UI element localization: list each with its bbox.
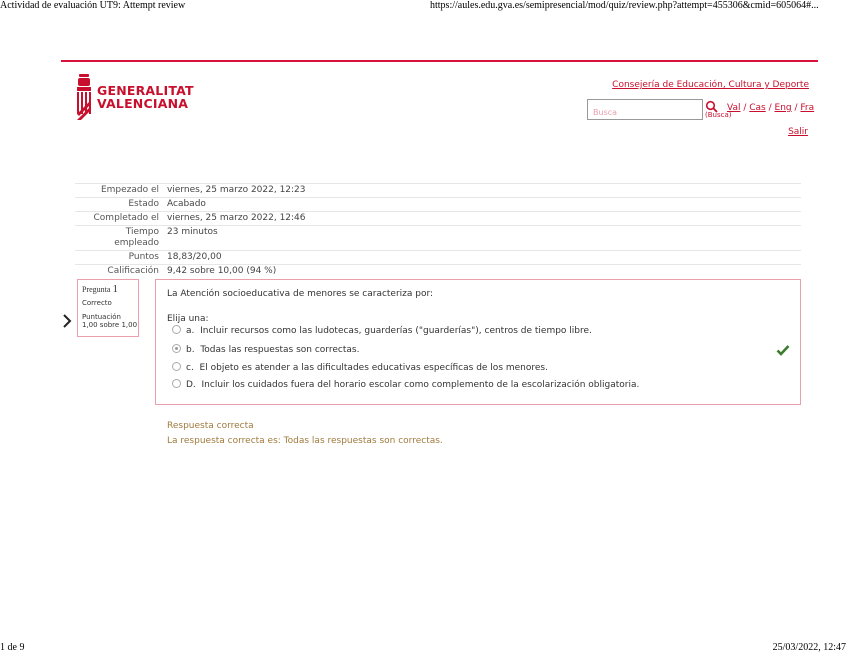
- question-number-label: Pregunta 1: [82, 283, 118, 295]
- print-page-number: 1 de 9: [0, 642, 25, 653]
- radio-button-selected[interactable]: [172, 344, 181, 353]
- summary-value: 9,42 sobre 10,00 (94 %): [163, 265, 801, 279]
- summary-key: Completado el: [75, 212, 163, 226]
- print-datetime: 25/03/2022, 12:47: [772, 642, 846, 653]
- radio-button[interactable]: [172, 325, 181, 334]
- search-box: [587, 99, 703, 120]
- lang-fra-link[interactable]: Fra: [800, 103, 815, 113]
- summary-key: Puntos: [75, 251, 163, 265]
- question-info-panel: [77, 279, 139, 337]
- answer-option-c[interactable]: c. El objeto es atender a las dificultades educativas específicas de los menores.: [172, 362, 548, 373]
- print-page-url: https://aules.edu.gva.es/semipresencial/mod/quiz/review.php?attempt=455306&cmid=605064#...: [430, 0, 819, 11]
- language-switcher: Val / Cas / Eng / Fra: [727, 103, 815, 113]
- option-text: Todas las respuestas son correctas.: [200, 345, 360, 355]
- answer-option-d[interactable]: D. Incluir los cuidados fuera del horario escolar como complemento de la escolarización obligatoria.: [172, 379, 639, 390]
- radio-button[interactable]: [172, 362, 181, 371]
- answer-option-a[interactable]: a. Incluir recursos como las ludotecas, guarderías ("guarderías"), centros de tiempo libre.: [172, 325, 592, 336]
- lang-cas-link[interactable]: Cas: [749, 103, 766, 113]
- summary-value: 23 minutos: [163, 226, 801, 251]
- logout-link[interactable]: Salir: [788, 127, 808, 137]
- logo-line-2: VALENCIANA: [97, 96, 189, 111]
- lang-eng-link[interactable]: Eng: [774, 103, 792, 113]
- logo-line-1: GENERALITAT: [97, 83, 194, 98]
- logo-wordmark: [97, 84, 194, 110]
- summary-row: [75, 212, 801, 226]
- summary-key: Empezado el: [75, 184, 163, 198]
- attempt-summary-table: [75, 183, 801, 278]
- option-text: Incluir recursos como las ludotecas, guarderías ("guarderías"), centros de tiempo libre.: [200, 326, 592, 336]
- answer-prompt: Elija una:: [167, 314, 209, 324]
- question-number: 1: [112, 283, 118, 295]
- question-box: [155, 279, 801, 405]
- question-score-label: Puntuación: [82, 313, 121, 321]
- option-text: El objeto es atender a las dificultades educativas específicas de los menores.: [199, 363, 548, 373]
- checkmark-icon: [776, 344, 790, 356]
- consejeria-link[interactable]: Consejería de Educación, Cultura y Deporte: [612, 80, 809, 90]
- summary-row: [75, 198, 801, 212]
- feedback-correct-answer: La respuesta correcta es: Todas las respuestas son correctas.: [167, 436, 443, 446]
- summary-value: viernes, 25 marzo 2022, 12:23: [163, 184, 801, 198]
- search-input[interactable]: [591, 103, 695, 123]
- summary-value: 18,83/20,00: [163, 251, 801, 265]
- summary-key: Tiempo empleado: [75, 226, 163, 251]
- summary-key: Calificación: [75, 265, 163, 279]
- answer-option-b[interactable]: b. Todas las respuestas son correctas.: [172, 344, 359, 355]
- summary-row: [75, 226, 801, 251]
- feedback-result: Respuesta correcta: [167, 421, 254, 431]
- option-text: Incluir los cuidados fuera del horario escolar como complemento de la escolarización obligatoria.: [201, 380, 640, 390]
- radio-button[interactable]: [172, 379, 181, 388]
- question-text: La Atención socioeducativa de menores se caracteriza por:: [167, 289, 434, 299]
- header-divider: [61, 60, 818, 62]
- summary-key: Estado: [75, 198, 163, 212]
- summary-row: [75, 265, 801, 279]
- question-state: Correcto: [82, 299, 112, 307]
- summary-row: [75, 184, 801, 198]
- summary-row: [75, 251, 801, 265]
- print-page-title: Actividad de evaluación UT9: Attempt review: [0, 0, 186, 11]
- chevron-right-icon[interactable]: [62, 313, 72, 329]
- summary-value: viernes, 25 marzo 2022, 12:46: [163, 212, 801, 226]
- search-button-label: (Busca): [705, 111, 732, 119]
- question-score: 1,00 sobre 1,00: [82, 321, 138, 329]
- summary-value: Acabado: [163, 198, 801, 212]
- lang-val-link[interactable]: Val: [727, 103, 741, 113]
